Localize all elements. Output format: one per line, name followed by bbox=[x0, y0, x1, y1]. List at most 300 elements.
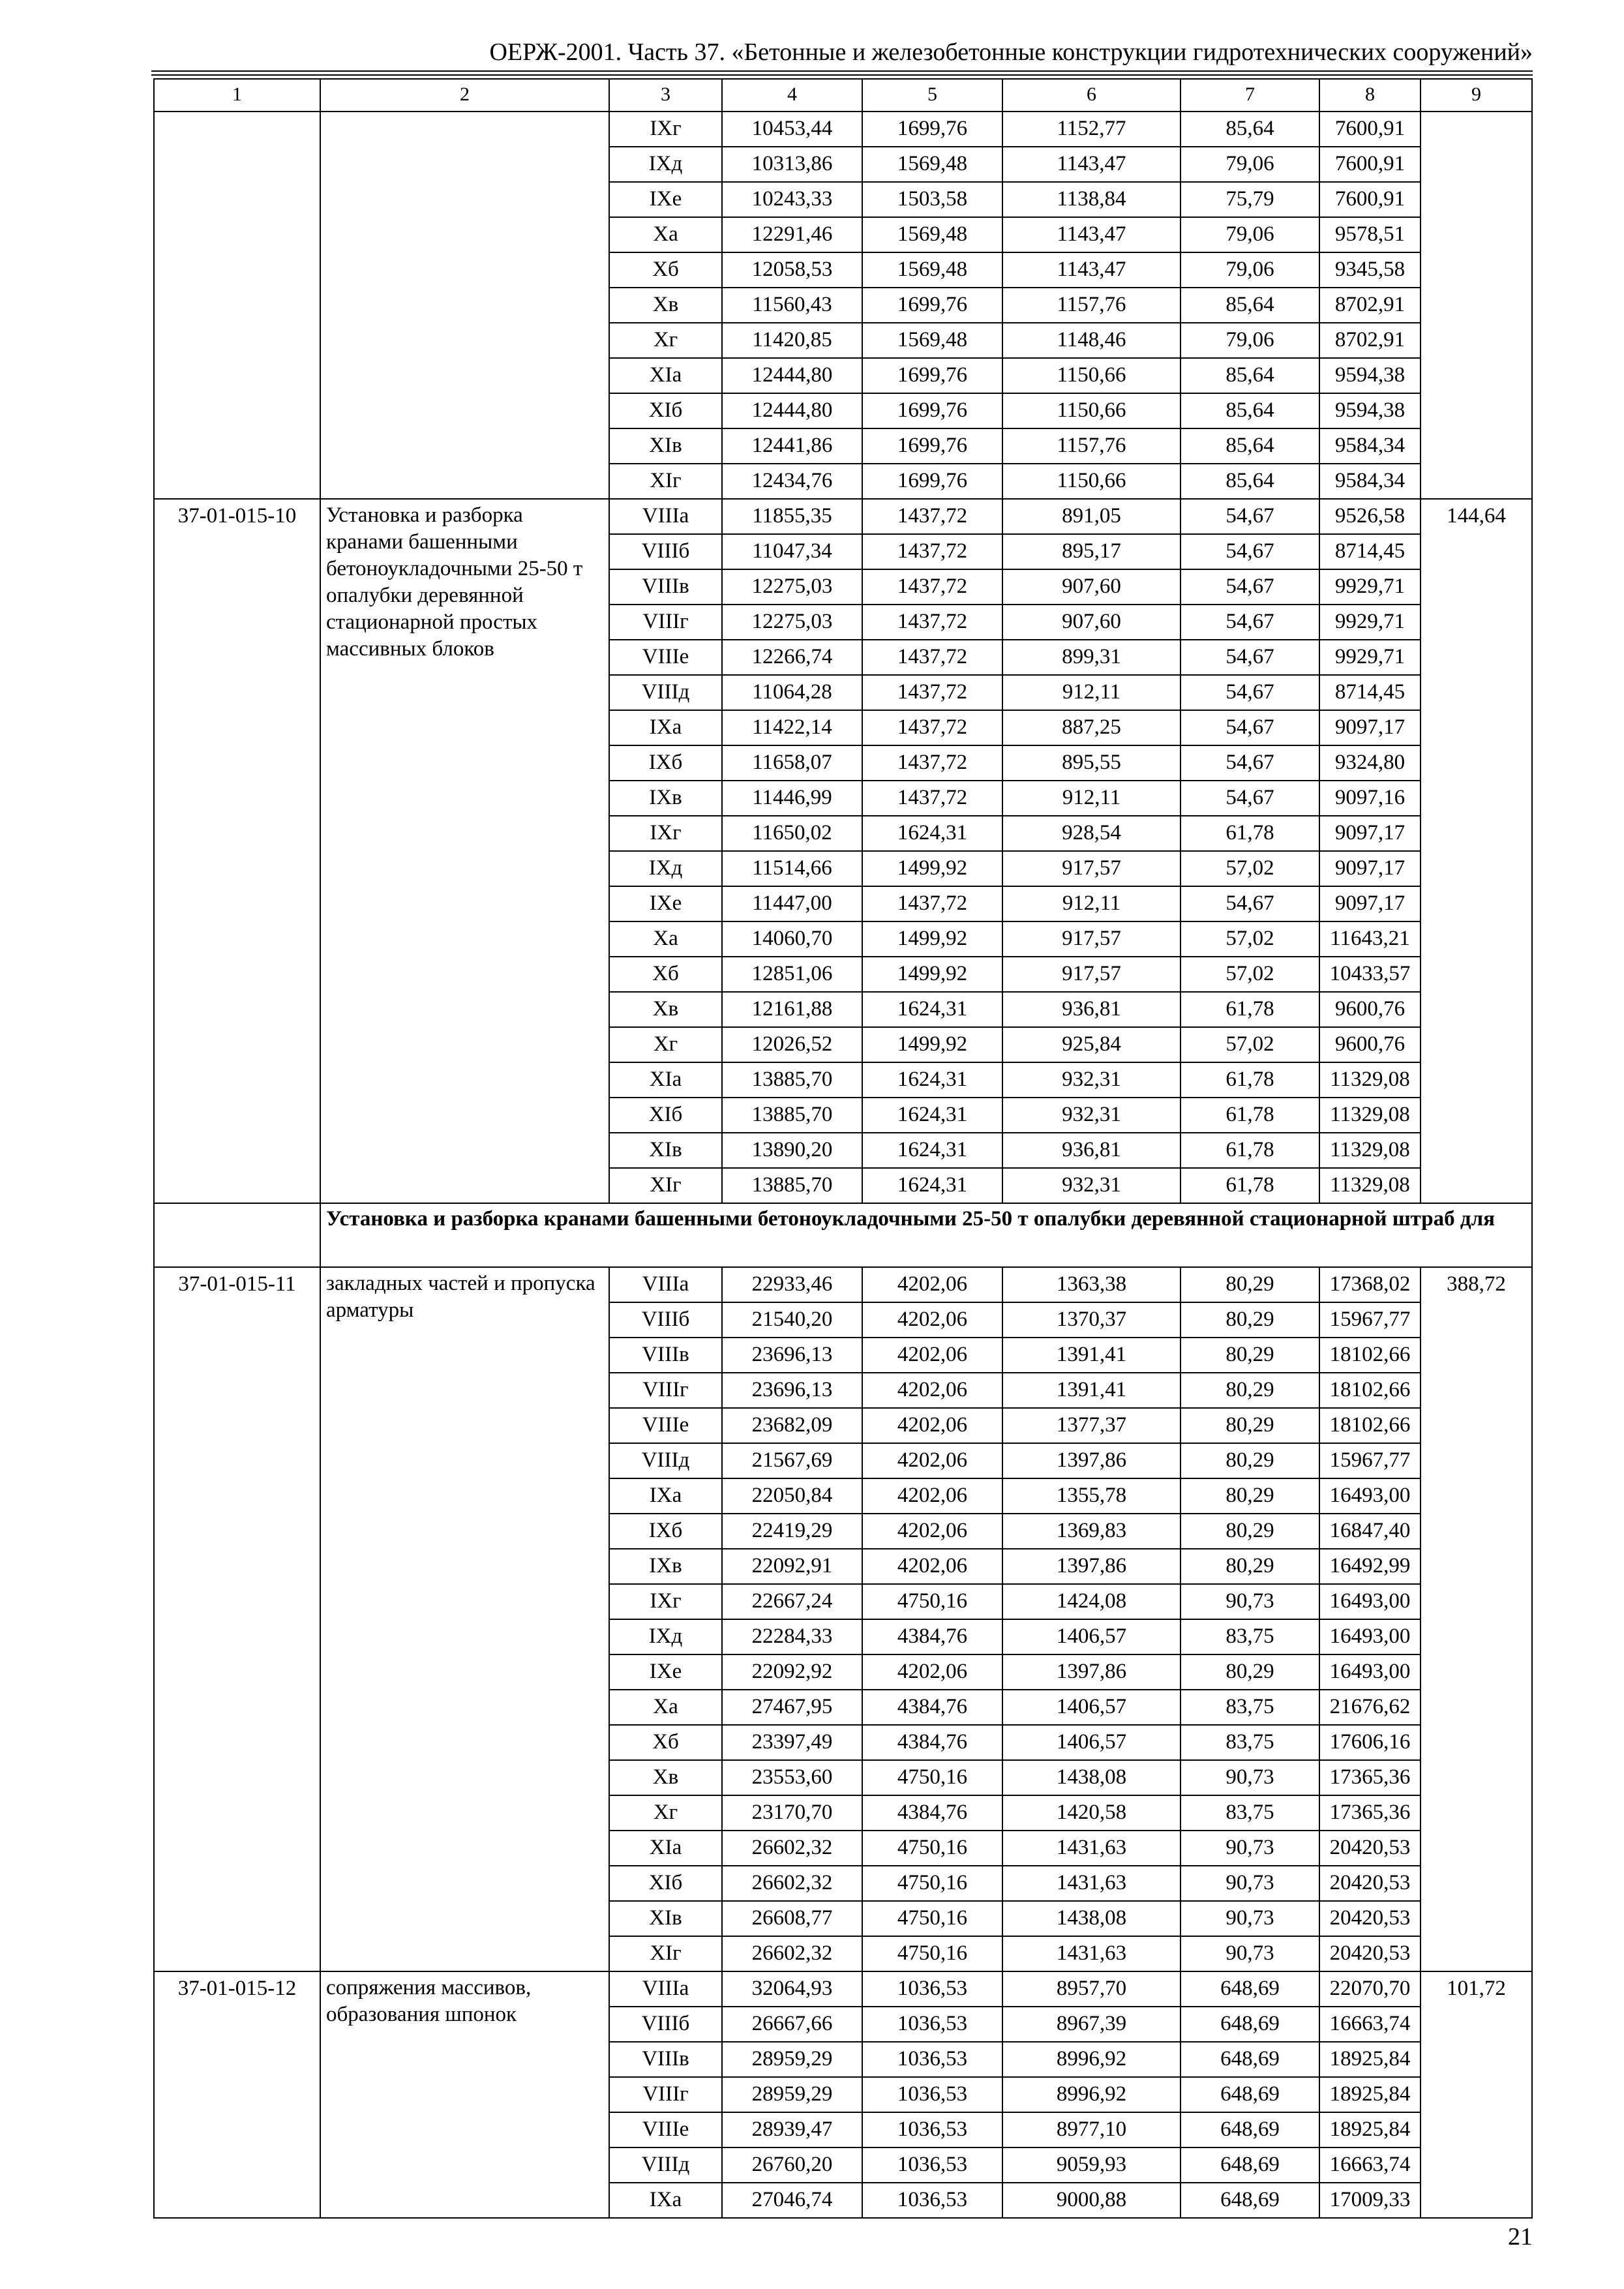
price-table bbox=[153, 78, 1533, 2219]
table-cell: 16493,00 bbox=[1319, 1478, 1421, 1514]
table-cell: 9594,38 bbox=[1319, 358, 1421, 393]
table-cell: 9324,80 bbox=[1319, 745, 1421, 781]
table-cell: 9345,58 bbox=[1319, 252, 1421, 288]
table-cell: 17365,36 bbox=[1319, 1760, 1421, 1795]
table-cell: Xб bbox=[609, 252, 722, 288]
table-cell: 83,75 bbox=[1180, 1795, 1319, 1831]
table-cell: IXг bbox=[609, 1584, 722, 1619]
column-number: 7 bbox=[1180, 79, 1319, 112]
header-rule bbox=[151, 70, 1533, 72]
table-row bbox=[154, 499, 1532, 534]
table-cell: 1157,76 bbox=[1002, 428, 1180, 464]
table-cell: 1569,48 bbox=[862, 217, 1002, 252]
table-cell: 11420,85 bbox=[722, 323, 862, 358]
table-cell: IXа bbox=[609, 1478, 722, 1514]
table-cell: 8957,70 bbox=[1002, 1971, 1180, 2007]
table-cell: VIIIг bbox=[609, 2077, 722, 2112]
item-name: Установка и разборка кранами башенными бетоноукладочными 25-50 т опалубки деревянной стационарной простых массивных блоков bbox=[320, 499, 609, 1203]
table-cell: 54,67 bbox=[1180, 605, 1319, 640]
table-cell: 1437,72 bbox=[862, 745, 1002, 781]
column-number: 3 bbox=[609, 79, 722, 112]
table-cell: 20420,53 bbox=[1319, 1866, 1421, 1901]
table-cell: 54,67 bbox=[1180, 640, 1319, 675]
table-cell: 22092,92 bbox=[722, 1654, 862, 1690]
column-number-row bbox=[154, 79, 1532, 112]
table-cell: 12161,88 bbox=[722, 992, 862, 1027]
table-cell: 80,29 bbox=[1180, 1443, 1319, 1478]
table-cell: 90,73 bbox=[1180, 1901, 1319, 1936]
table-cell: 4202,06 bbox=[862, 1267, 1002, 1302]
table-cell: 1431,63 bbox=[1002, 1866, 1180, 1901]
table-cell: 90,73 bbox=[1180, 1760, 1319, 1795]
table-cell: XIа bbox=[609, 1831, 722, 1866]
table-cell: 1148,46 bbox=[1002, 323, 1180, 358]
table-cell: 4750,16 bbox=[862, 1584, 1002, 1619]
table-cell: 1036,53 bbox=[862, 2147, 1002, 2183]
table-cell: Xв bbox=[609, 992, 722, 1027]
table-cell: VIIIа bbox=[609, 1267, 722, 1302]
table-cell: XIб bbox=[609, 393, 722, 428]
table-cell: IXе bbox=[609, 886, 722, 921]
table-cell: XIг bbox=[609, 464, 722, 499]
table-cell: 912,11 bbox=[1002, 886, 1180, 921]
table-cell: 54,67 bbox=[1180, 675, 1319, 710]
table-cell: 4202,06 bbox=[862, 1338, 1002, 1373]
item-code: 37-01-015-11 bbox=[154, 1267, 320, 1971]
table-cell: 80,29 bbox=[1180, 1373, 1319, 1408]
table-cell: 1699,76 bbox=[862, 393, 1002, 428]
table-cell: IXб bbox=[609, 1514, 722, 1549]
table-cell: 9584,34 bbox=[1319, 428, 1421, 464]
table-cell: 1437,72 bbox=[862, 569, 1002, 605]
table-cell: 9600,76 bbox=[1319, 1027, 1421, 1062]
table-cell: IXе bbox=[609, 182, 722, 217]
table-cell: 917,57 bbox=[1002, 851, 1180, 886]
table-cell: 1624,31 bbox=[862, 816, 1002, 851]
table-cell: 1437,72 bbox=[862, 675, 1002, 710]
table-cell: 17009,33 bbox=[1319, 2183, 1421, 2218]
table-cell: 1437,72 bbox=[862, 605, 1002, 640]
table-cell: 80,29 bbox=[1180, 1267, 1319, 1302]
table-cell: 1369,83 bbox=[1002, 1514, 1180, 1549]
table-cell: 928,54 bbox=[1002, 816, 1180, 851]
table-cell: 648,69 bbox=[1180, 2007, 1319, 2042]
table-cell: XIг bbox=[609, 1936, 722, 1971]
table-cell: 22284,33 bbox=[722, 1619, 862, 1654]
table-cell: 4750,16 bbox=[862, 1866, 1002, 1901]
table-cell: 1138,84 bbox=[1002, 182, 1180, 217]
table-cell: 12441,86 bbox=[722, 428, 862, 464]
item-code: 37-01-015-10 bbox=[154, 499, 320, 1203]
table-cell: 85,64 bbox=[1180, 464, 1319, 499]
table-cell: XIв bbox=[609, 1901, 722, 1936]
table-cell: 4384,76 bbox=[862, 1619, 1002, 1654]
table-cell: 9929,71 bbox=[1319, 605, 1421, 640]
table-cell: 1420,58 bbox=[1002, 1795, 1180, 1831]
table-cell: 16663,74 bbox=[1319, 2147, 1421, 2183]
table-cell: 83,75 bbox=[1180, 1725, 1319, 1760]
table-cell: 8702,91 bbox=[1319, 288, 1421, 323]
table-cell: 57,02 bbox=[1180, 957, 1319, 992]
table-cell: 54,67 bbox=[1180, 710, 1319, 745]
table-cell: 85,64 bbox=[1180, 428, 1319, 464]
table-cell: VIIIв bbox=[609, 1338, 722, 1373]
table-cell: Xб bbox=[609, 957, 722, 992]
table-cell: Xа bbox=[609, 217, 722, 252]
table-cell: 1406,57 bbox=[1002, 1690, 1180, 1725]
table-cell: 85,64 bbox=[1180, 358, 1319, 393]
table-cell: 54,67 bbox=[1180, 499, 1319, 534]
table-cell: IXг bbox=[609, 112, 722, 147]
table-cell: 936,81 bbox=[1002, 992, 1180, 1027]
table-cell: XIг bbox=[609, 1168, 722, 1203]
table-cell: 17606,16 bbox=[1319, 1725, 1421, 1760]
table-cell: 26602,32 bbox=[722, 1936, 862, 1971]
section-heading-row bbox=[154, 1203, 1532, 1267]
table-cell: 4384,76 bbox=[862, 1795, 1002, 1831]
table-cell: 1437,72 bbox=[862, 781, 1002, 816]
table-cell: VIIIв bbox=[609, 2042, 722, 2077]
table-cell: 1036,53 bbox=[862, 2112, 1002, 2147]
table-cell: 1431,63 bbox=[1002, 1936, 1180, 1971]
table-cell: 9600,76 bbox=[1319, 992, 1421, 1027]
table-cell: 61,78 bbox=[1180, 1062, 1319, 1098]
table-cell: IXд bbox=[609, 1619, 722, 1654]
table-cell: 12266,74 bbox=[722, 640, 862, 675]
table-cell: 13890,20 bbox=[722, 1133, 862, 1168]
table-cell: 27046,74 bbox=[722, 2183, 862, 2218]
table-cell: 9097,17 bbox=[1319, 710, 1421, 745]
table-cell: 16492,99 bbox=[1319, 1549, 1421, 1584]
table-cell: 79,06 bbox=[1180, 147, 1319, 182]
table-cell: 4202,06 bbox=[862, 1443, 1002, 1478]
table-cell: 9526,58 bbox=[1319, 499, 1421, 534]
table-cell: 18102,66 bbox=[1319, 1408, 1421, 1443]
table-cell: 12434,76 bbox=[722, 464, 862, 499]
table-cell: 8714,45 bbox=[1319, 675, 1421, 710]
table-cell: 4202,06 bbox=[862, 1514, 1002, 1549]
table-cell: 1699,76 bbox=[862, 288, 1002, 323]
table-cell: 11064,28 bbox=[722, 675, 862, 710]
table-cell: 11447,00 bbox=[722, 886, 862, 921]
table-cell: 9097,17 bbox=[1319, 816, 1421, 851]
table-cell: 1437,72 bbox=[862, 886, 1002, 921]
table-cell: 17365,36 bbox=[1319, 1795, 1421, 1831]
table-cell: VIIIг bbox=[609, 605, 722, 640]
table-cell: 8967,39 bbox=[1002, 2007, 1180, 2042]
table-cell: 907,60 bbox=[1002, 569, 1180, 605]
table-cell: 15967,77 bbox=[1319, 1443, 1421, 1478]
table-cell: 8996,92 bbox=[1002, 2042, 1180, 2077]
table-cell: 9929,71 bbox=[1319, 569, 1421, 605]
table-cell: IXв bbox=[609, 1549, 722, 1584]
table-cell: 16847,40 bbox=[1319, 1514, 1421, 1549]
table-cell: 9097,16 bbox=[1319, 781, 1421, 816]
table-cell: 8977,10 bbox=[1002, 2112, 1180, 2147]
table-cell: 79,06 bbox=[1180, 323, 1319, 358]
table-cell: 1370,37 bbox=[1002, 1302, 1180, 1338]
table-cell: VIIIг bbox=[609, 1373, 722, 1408]
table-cell: 917,57 bbox=[1002, 957, 1180, 992]
table-cell: 90,73 bbox=[1180, 1936, 1319, 1971]
table-cell: 895,55 bbox=[1002, 745, 1180, 781]
table-cell: 4750,16 bbox=[862, 1831, 1002, 1866]
table-cell: 61,78 bbox=[1180, 816, 1319, 851]
table-cell: 80,29 bbox=[1180, 1478, 1319, 1514]
table-cell: XIа bbox=[609, 358, 722, 393]
table-cell: 1424,08 bbox=[1002, 1584, 1180, 1619]
table-cell: IXг bbox=[609, 816, 722, 851]
table-cell: 1150,66 bbox=[1002, 464, 1180, 499]
table-cell: 9584,34 bbox=[1319, 464, 1421, 499]
item-col9-value bbox=[1421, 112, 1532, 499]
table-cell: 54,67 bbox=[1180, 569, 1319, 605]
table-cell: 1406,57 bbox=[1002, 1725, 1180, 1760]
table-cell: 917,57 bbox=[1002, 921, 1180, 957]
table-cell: 1438,08 bbox=[1002, 1901, 1180, 1936]
table-cell: 891,05 bbox=[1002, 499, 1180, 534]
table-cell: 925,84 bbox=[1002, 1027, 1180, 1062]
table-cell: 26760,20 bbox=[722, 2147, 862, 2183]
table-cell: IXд bbox=[609, 851, 722, 886]
table-cell: VIIIе bbox=[609, 2112, 722, 2147]
table-cell: 1499,92 bbox=[862, 1027, 1002, 1062]
table-cell: 932,31 bbox=[1002, 1098, 1180, 1133]
table-cell: 4202,06 bbox=[862, 1478, 1002, 1514]
table-cell: 61,78 bbox=[1180, 992, 1319, 1027]
table-cell: 1150,66 bbox=[1002, 358, 1180, 393]
table-cell: 61,78 bbox=[1180, 1168, 1319, 1203]
table-cell: 57,02 bbox=[1180, 1027, 1319, 1062]
table-cell: 61,78 bbox=[1180, 1098, 1319, 1133]
table-cell: 1503,58 bbox=[862, 182, 1002, 217]
table-cell: 12275,03 bbox=[722, 569, 862, 605]
column-number: 6 bbox=[1002, 79, 1180, 112]
table-cell: 899,31 bbox=[1002, 640, 1180, 675]
table-cell: 18925,84 bbox=[1319, 2077, 1421, 2112]
table-cell: 1499,92 bbox=[862, 957, 1002, 992]
table-cell: 1624,31 bbox=[862, 1062, 1002, 1098]
table-cell: 16493,00 bbox=[1319, 1584, 1421, 1619]
table-cell: 22070,70 bbox=[1319, 1971, 1421, 2007]
table-cell: 11422,14 bbox=[722, 710, 862, 745]
table-cell: 22092,91 bbox=[722, 1549, 862, 1584]
table-cell: VIIIе bbox=[609, 640, 722, 675]
table-cell: 1036,53 bbox=[862, 2042, 1002, 2077]
table-cell: 57,02 bbox=[1180, 921, 1319, 957]
table-cell: 1391,41 bbox=[1002, 1373, 1180, 1408]
table-cell: 21540,20 bbox=[722, 1302, 862, 1338]
table-cell: IXд bbox=[609, 147, 722, 182]
table-cell: 1624,31 bbox=[862, 992, 1002, 1027]
table-cell: 83,75 bbox=[1180, 1619, 1319, 1654]
table-cell: 648,69 bbox=[1180, 2147, 1319, 2183]
table-cell: 4384,76 bbox=[862, 1690, 1002, 1725]
table-cell: 1569,48 bbox=[862, 147, 1002, 182]
table-cell: 1699,76 bbox=[862, 358, 1002, 393]
table-cell: 1036,53 bbox=[862, 1971, 1002, 2007]
table-cell: Xв bbox=[609, 1760, 722, 1795]
table-cell: 23682,09 bbox=[722, 1408, 862, 1443]
table-cell: XIб bbox=[609, 1866, 722, 1901]
item-name bbox=[320, 112, 609, 499]
item-col9-value: 101,72 bbox=[1421, 1971, 1532, 2218]
table-cell: 1397,86 bbox=[1002, 1443, 1180, 1478]
table-cell: 10243,33 bbox=[722, 182, 862, 217]
table-cell: Xа bbox=[609, 921, 722, 957]
table-cell: 1157,76 bbox=[1002, 288, 1180, 323]
table-cell: 1624,31 bbox=[862, 1133, 1002, 1168]
table-cell: 26602,32 bbox=[722, 1866, 862, 1901]
table-cell: 9594,38 bbox=[1319, 393, 1421, 428]
table-cell: 32064,93 bbox=[722, 1971, 862, 2007]
table-row bbox=[154, 112, 1532, 147]
table-cell: 22933,46 bbox=[722, 1267, 862, 1302]
table-cell: 8996,92 bbox=[1002, 2077, 1180, 2112]
table-cell: 80,29 bbox=[1180, 1514, 1319, 1549]
table-cell: Xв bbox=[609, 288, 722, 323]
table-cell: 20420,53 bbox=[1319, 1831, 1421, 1866]
table-cell: 4202,06 bbox=[862, 1549, 1002, 1584]
column-number: 2 bbox=[320, 79, 609, 112]
header-rule bbox=[151, 74, 1533, 76]
table-cell: 26602,32 bbox=[722, 1831, 862, 1866]
table-cell: 79,06 bbox=[1180, 217, 1319, 252]
table-cell: 85,64 bbox=[1180, 112, 1319, 147]
table-cell: 13885,70 bbox=[722, 1062, 862, 1098]
table-cell: VIIIа bbox=[609, 1971, 722, 2007]
table-cell: XIв bbox=[609, 428, 722, 464]
table-cell: 1036,53 bbox=[862, 2007, 1002, 2042]
table-cell: 9000,88 bbox=[1002, 2183, 1180, 2218]
table-cell: 4384,76 bbox=[862, 1725, 1002, 1760]
table-cell: 11650,02 bbox=[722, 816, 862, 851]
table-cell: 1355,78 bbox=[1002, 1478, 1180, 1514]
table-cell: 9059,93 bbox=[1002, 2147, 1180, 2183]
table-cell: 1377,37 bbox=[1002, 1408, 1180, 1443]
table-row bbox=[154, 1267, 1532, 1302]
page-number: 21 bbox=[1508, 2223, 1533, 2251]
table-cell: 90,73 bbox=[1180, 1584, 1319, 1619]
table-cell: 26667,66 bbox=[722, 2007, 862, 2042]
table-cell: 932,31 bbox=[1002, 1062, 1180, 1098]
table-cell: XIв bbox=[609, 1133, 722, 1168]
table-cell: 895,17 bbox=[1002, 534, 1180, 569]
table-cell: 9097,17 bbox=[1319, 886, 1421, 921]
table-cell: 7600,91 bbox=[1319, 112, 1421, 147]
table-cell: VIIIе bbox=[609, 1408, 722, 1443]
table-cell: 23696,13 bbox=[722, 1373, 862, 1408]
table-cell: 20420,53 bbox=[1319, 1901, 1421, 1936]
table-cell: VIIIб bbox=[609, 534, 722, 569]
table-cell: 80,29 bbox=[1180, 1654, 1319, 1690]
table-cell: 8702,91 bbox=[1319, 323, 1421, 358]
table-cell: 17368,02 bbox=[1319, 1267, 1421, 1302]
table-cell: 4750,16 bbox=[862, 1760, 1002, 1795]
table-cell: 21567,69 bbox=[722, 1443, 862, 1478]
table-cell: VIIIд bbox=[609, 2147, 722, 2183]
table-cell: 1699,76 bbox=[862, 428, 1002, 464]
table-cell: 1152,77 bbox=[1002, 112, 1180, 147]
table-cell: 648,69 bbox=[1180, 1971, 1319, 2007]
table-cell: 9097,17 bbox=[1319, 851, 1421, 886]
table-cell: 28959,29 bbox=[722, 2077, 862, 2112]
item-name: закладных частей и пропуска арматуры bbox=[320, 1267, 609, 1971]
table-cell: 4202,06 bbox=[862, 1408, 1002, 1443]
table-cell: 1036,53 bbox=[862, 2183, 1002, 2218]
column-number: 9 bbox=[1421, 79, 1532, 112]
empty-cell bbox=[154, 1203, 320, 1267]
table-cell: 4750,16 bbox=[862, 1936, 1002, 1971]
table-cell: 12291,46 bbox=[722, 217, 862, 252]
table-cell: 1499,92 bbox=[862, 851, 1002, 886]
table-cell: 10453,44 bbox=[722, 112, 862, 147]
table-cell: 1437,72 bbox=[862, 499, 1002, 534]
running-header: ОЕРЖ-2001. Часть 37. «Бетонные и железобетонные конструкции гидротехнических сооружений» bbox=[489, 38, 1533, 66]
table-cell: 1499,92 bbox=[862, 921, 1002, 957]
table-cell: 80,29 bbox=[1180, 1302, 1319, 1338]
table-cell: VIIIб bbox=[609, 2007, 722, 2042]
table-cell: 1150,66 bbox=[1002, 393, 1180, 428]
table-cell: 887,25 bbox=[1002, 710, 1180, 745]
table-cell: 28939,47 bbox=[722, 2112, 862, 2147]
table-cell: 1437,72 bbox=[862, 640, 1002, 675]
table-cell: 1406,57 bbox=[1002, 1619, 1180, 1654]
table-cell: 23696,13 bbox=[722, 1338, 862, 1373]
table-cell: Xа bbox=[609, 1690, 722, 1725]
table-cell: 11658,07 bbox=[722, 745, 862, 781]
table-cell: VIIIв bbox=[609, 569, 722, 605]
section-heading: Установка и разборка кранами башенными бетоноукладочными 25-50 т опалубки деревянной стационарной штраб для bbox=[320, 1203, 1532, 1267]
table-cell: 9929,71 bbox=[1319, 640, 1421, 675]
table-cell: 54,67 bbox=[1180, 534, 1319, 569]
table-cell: 10433,57 bbox=[1319, 957, 1421, 992]
table-cell: 1143,47 bbox=[1002, 252, 1180, 288]
table-cell: 23397,49 bbox=[722, 1725, 862, 1760]
table-cell: VIIIб bbox=[609, 1302, 722, 1338]
table-row bbox=[154, 1971, 1532, 2007]
table-cell: 11329,08 bbox=[1319, 1168, 1421, 1203]
table-cell: 27467,95 bbox=[722, 1690, 862, 1725]
table-cell: 932,31 bbox=[1002, 1168, 1180, 1203]
table-cell: 16663,74 bbox=[1319, 2007, 1421, 2042]
table-cell: 4750,16 bbox=[862, 1901, 1002, 1936]
table-cell: 85,64 bbox=[1180, 288, 1319, 323]
item-col9-value: 144,64 bbox=[1421, 499, 1532, 1203]
table-cell: 18925,84 bbox=[1319, 2042, 1421, 2077]
table-cell: 1391,41 bbox=[1002, 1338, 1180, 1373]
table-cell: 18925,84 bbox=[1319, 2112, 1421, 2147]
table-cell: 1036,53 bbox=[862, 2077, 1002, 2112]
table-cell: Xг bbox=[609, 1027, 722, 1062]
table-cell: 1699,76 bbox=[862, 112, 1002, 147]
item-col9-value: 388,72 bbox=[1421, 1267, 1532, 1971]
table-cell: 20420,53 bbox=[1319, 1936, 1421, 1971]
table-cell: 1397,86 bbox=[1002, 1549, 1180, 1584]
table-cell: IXа bbox=[609, 710, 722, 745]
table-cell: 648,69 bbox=[1180, 2112, 1319, 2147]
table-cell: 648,69 bbox=[1180, 2183, 1319, 2218]
table-cell: 648,69 bbox=[1180, 2042, 1319, 2077]
item-name: сопряжения массивов, образования шпонок bbox=[320, 1971, 609, 2218]
table-cell: 13885,70 bbox=[722, 1098, 862, 1133]
table-cell: 90,73 bbox=[1180, 1831, 1319, 1866]
table-cell: 16493,00 bbox=[1319, 1654, 1421, 1690]
table-cell: 18102,66 bbox=[1319, 1338, 1421, 1373]
column-number: 4 bbox=[722, 79, 862, 112]
table-cell: Xг bbox=[609, 323, 722, 358]
table-cell: Xг bbox=[609, 1795, 722, 1831]
